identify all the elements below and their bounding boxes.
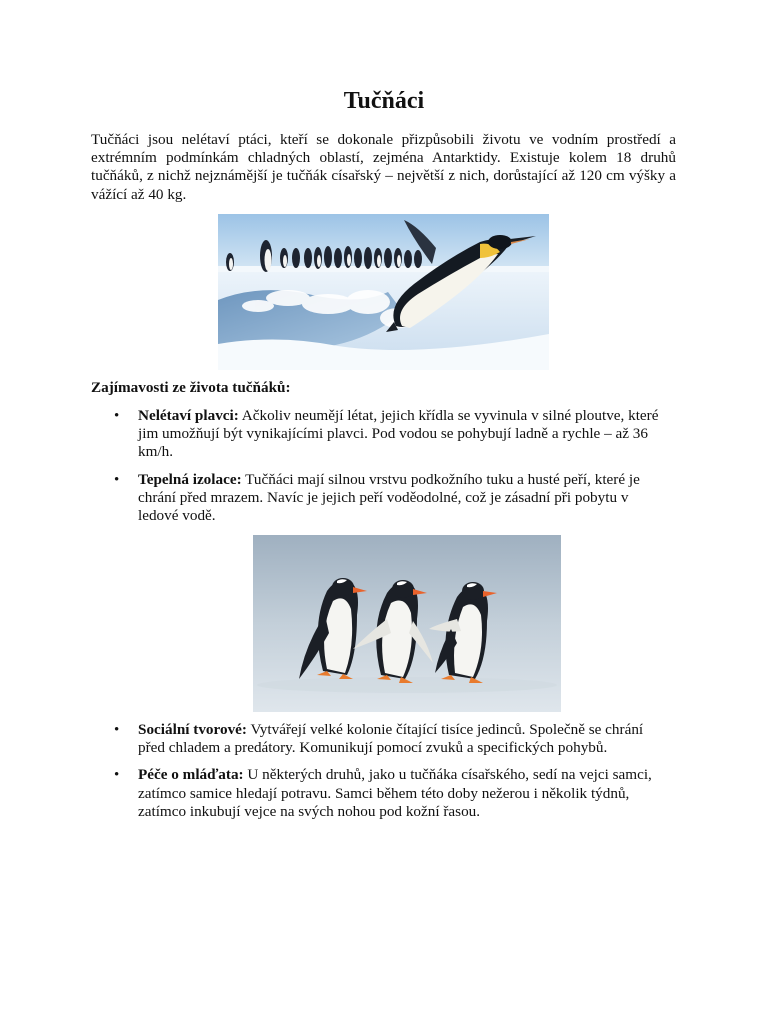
bullet-icon: •: [114, 471, 120, 488]
fact-term: Nelétaví plavci:: [138, 407, 239, 424]
bullet-icon: •: [114, 767, 120, 784]
fact-text: Vytvářejí velké kolonie čítající tisíce jedinců. Společně se chrání před chladem a predátory. Komunikují pomocí zvuků a specifických pohybů.: [138, 721, 644, 757]
facts-list-bottom: [114, 721, 668, 830]
fact-term: Péče o mláďata:: [138, 766, 244, 784]
fact-term: Sociální tvorové:: [138, 721, 247, 738]
list-item: [114, 407, 668, 462]
bullet-icon: •: [114, 408, 120, 424]
list-item: [114, 470, 668, 526]
intro-paragraph: Tučňáci jsou nelétaví ptáci, kteří se dokonale přizpůsobili životu ve vodním prostředí a extrémním podmínkám chladných oblastí, zejména Antarktidy. Existuje kolem 18 druhů tučňáků, z nichž nejznámější je tučňák císařský – největší z nich, dorůstající až 120 cm výšky a vážící až 40 kg.: [91, 131, 676, 203]
fact-text: Ačkoliv neumějí létat, jejich křídla se vyvinula v silné ploutve, které jim umožňují být vynikajícími plavci. Pod vodou se pohybují ladně a rychle – až 36 km/h.: [138, 407, 659, 461]
fact-text: Tučňáci mají silnou vrstvu podkožního tuku a husté peří, které je chrání před mrazem. Navíc je jejich peří voděodolné, což je zásadní při pobytu v ledové vodě.: [138, 470, 640, 525]
fact-text: U některých druhů, jako u tučňáka císařského, sedí na vejci samci, zatímco samice hledají potravu. Samci během této doby nežerou i několik týdnů, zatímco inkubují vejce na svých nohou pod kožní řasou.: [138, 766, 652, 820]
facts-subheading: Zajímavosti ze života tučňáků:: [91, 379, 291, 396]
list-item: [114, 721, 668, 757]
facts-list-top: [114, 407, 668, 534]
document-title: Tučňáci: [343, 88, 425, 114]
emperor-penguin-photo: [218, 214, 549, 370]
fact-term: Tepelná izolace:: [138, 470, 242, 488]
gentoo-penguins-photo: [253, 535, 561, 712]
bullet-icon: •: [114, 722, 120, 738]
list-item: [114, 766, 668, 821]
